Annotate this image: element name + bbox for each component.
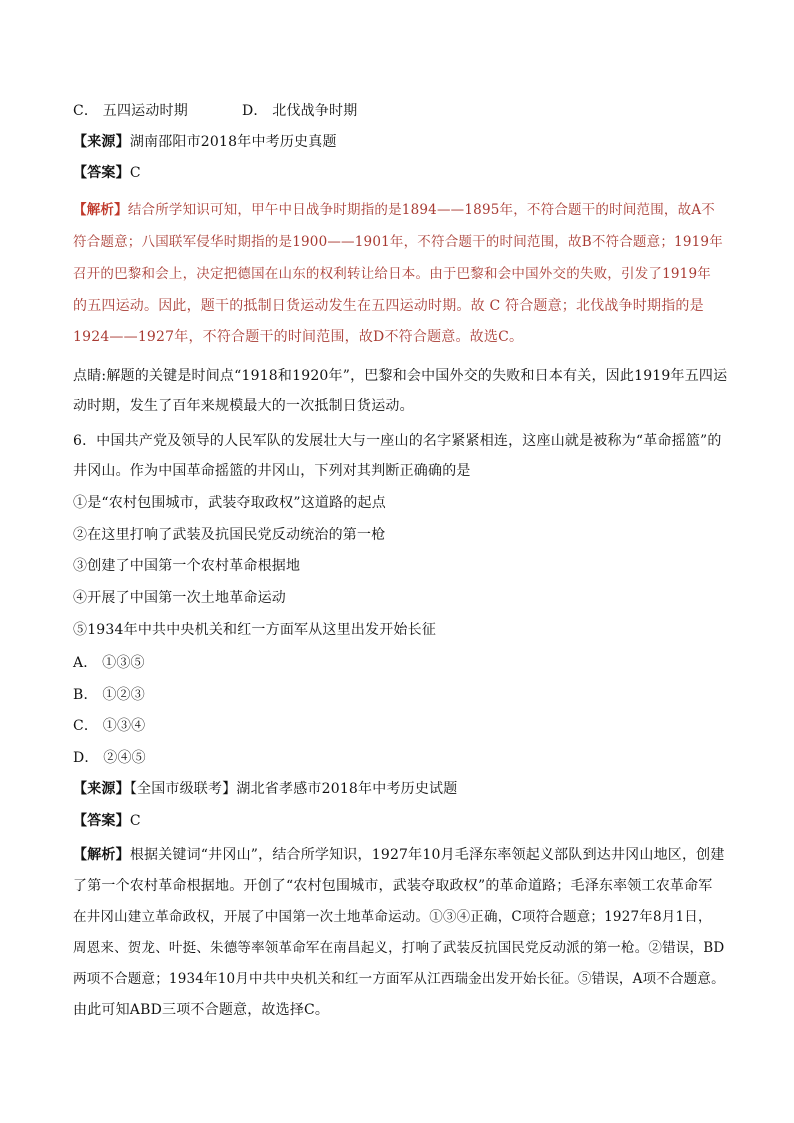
- q6-analysis-line-4: 周恩来、贺龙、叶挺、朱德等率领革命军在南昌起义，打响了武装反抗国民党反动派的第一枪。②错误，BD: [73, 940, 725, 956]
- q5-tip-line-1: 点睛:解题的关键是时间点“1918和1920年”，巴黎和会中国外交的失败和日本有关，因此1919年五四运: [73, 368, 728, 384]
- q5-analysis-line-4: 的五四运动。因此，题干的抵制日货运动发生在五四运动时期。故 C 符合题意；北伐战争时期指的是: [73, 298, 704, 314]
- q5-answer-tag: 【答案】: [73, 165, 130, 181]
- q5-options-row: [73, 101, 728, 121]
- q6-option-a: A． ①③⑤: [73, 655, 145, 671]
- q6-analysis-line-3: 在井冈山建立革命政权，开展了中国第一次土地革命运动。①③④正确，C项符合题意；1927年8月1日，: [73, 909, 712, 925]
- q6-source-tag: 【来源】: [73, 781, 130, 797]
- q5-analysis-line-3: 召开的巴黎和会上，决定把德国在山东的权利转让给日本。由于巴黎和会中国外交的失败，引发了1919年: [73, 266, 711, 282]
- q6-statement-4: ④开展了中国第一次土地革命运动: [73, 590, 286, 606]
- q6-statement-5: ⑤1934年中共中央机关和红一方面军从这里出发开始长征: [73, 622, 437, 638]
- q5-option-c: C． 五四运动时期: [73, 103, 188, 119]
- q5-option-d: D． 北伐战争时期: [241, 103, 358, 119]
- q6-analysis-text-1: 根据关键词“井冈山”，结合所学知识，1927年10月毛泽东率领起义部队到达井冈山地区，创建: [129, 847, 725, 863]
- q6-option-b: B． ①②③: [73, 687, 145, 703]
- q6-analysis-tag: 【解析】: [73, 847, 130, 863]
- q5-answer: [73, 163, 728, 183]
- q5-analysis-line-5: 1924——1927年，不符合题干的时间范围，故D不符合题意。故选C。: [73, 329, 524, 345]
- q5-analysis-line-2: 符合题意；八国联军侵华时期指的是1900——1901年，不符合题干的时间范围，故B不符合题意；1919年: [73, 234, 723, 250]
- q6-source: [73, 779, 728, 799]
- q5-source-tag: 【来源】: [73, 134, 130, 150]
- q6-analysis-line-2: 了第一个农村革命根据地。开创了“农村包围城市，武装夺取政权”的革命道路；毛泽东率领工农革命军: [73, 878, 713, 894]
- q6-analysis-line-1: [73, 845, 728, 865]
- q6-statement-3: ③创建了中国第一个农村革命根据地: [73, 558, 301, 574]
- q6-answer-text: C: [129, 813, 141, 829]
- q6-answer-tag: 【答案】: [73, 813, 130, 829]
- q6-stem-line-1: 6．中国共产党及领导的人民军队的发展壮大与一座山的名字紧紧相连，这座山就是被称为“革命摇篮”的: [73, 433, 722, 449]
- q6-analysis-line-6: 由此可知ABD三项不合题意，故选择C。: [73, 1002, 330, 1018]
- q6-option-c: C． ①③④: [73, 718, 146, 734]
- q5-tip-line-2: 动时期，发生了百年来规模最大的一次抵制日货运动。: [73, 398, 414, 414]
- q5-analysis-text-1: 结合所学知识可知，甲午中日战争时期指的是1894——1895年，不符合题干的时间范围，故A不: [127, 202, 715, 218]
- q5-source-text: 湖南邵阳市2018年中考历史真题: [129, 134, 337, 150]
- q6-analysis-line-5: 两项不合题意；1934年10月中共中央机关和红一方面军从江西瑞金出发开始长征。⑤错误，A项不合题意。: [73, 971, 725, 987]
- q6-stem-line-2: 井冈山。作为中国革命摇篮的井冈山，下列对其判断正确确的是: [73, 463, 471, 479]
- q6-statement-2: ②在这里打响了武装及抗国民党反动统治的第一枪: [73, 527, 386, 543]
- q6-statement-1: ①是“农村包围城市，武装夺取政权”这道路的起点: [73, 495, 386, 511]
- q5-source: [73, 132, 728, 152]
- q5-answer-text: C: [129, 165, 141, 181]
- q5-analysis-line-1: [73, 200, 728, 220]
- q6-source-text: 【全国市级联考】湖北省孝感市2018年中考历史试题: [129, 781, 458, 797]
- q5-analysis-tag: 【解析】: [73, 202, 128, 218]
- q6-answer: [73, 811, 728, 831]
- q6-option-d: D． ②④⑤: [73, 750, 146, 766]
